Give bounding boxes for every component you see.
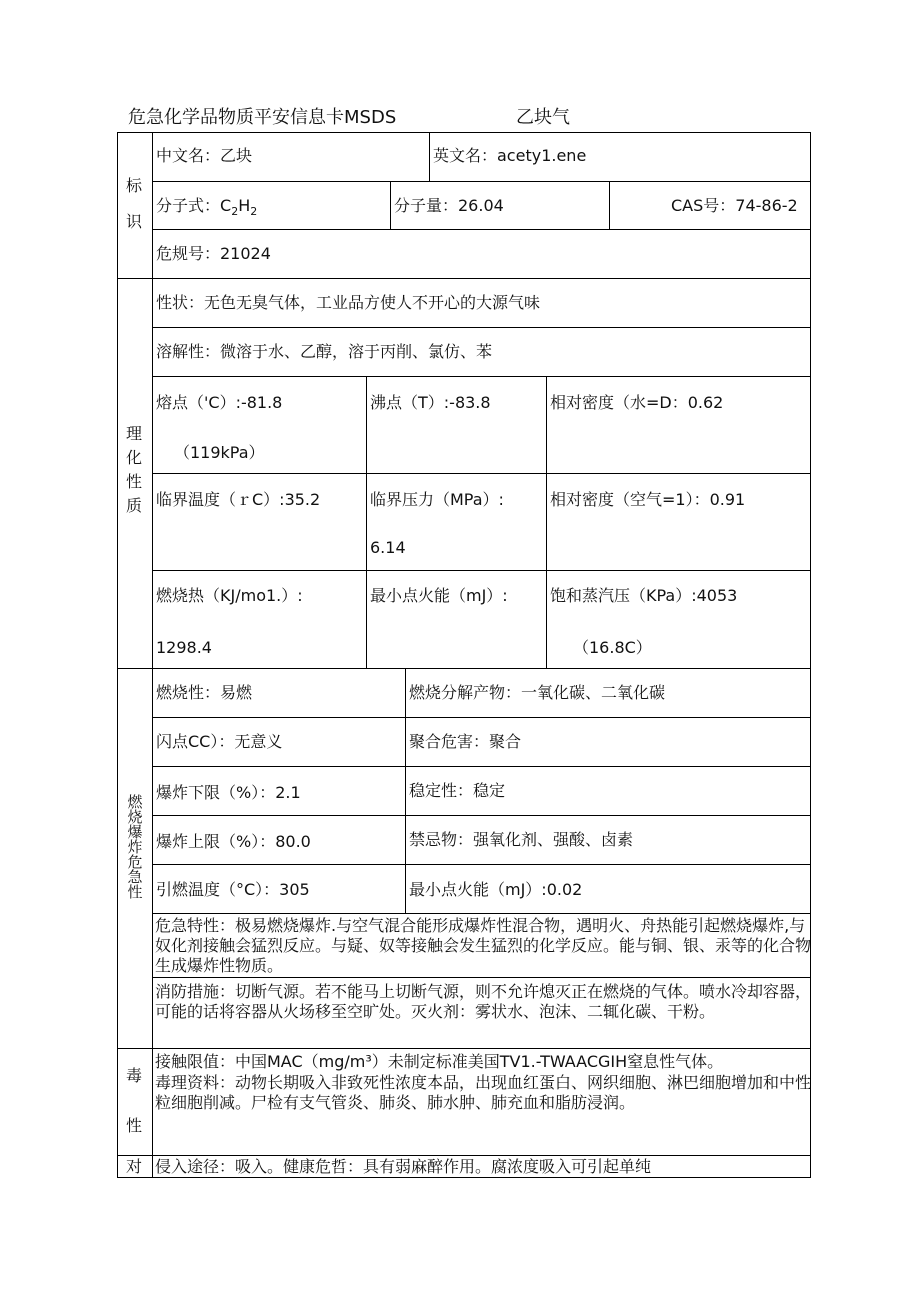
row-line — [152, 815, 811, 816]
section-char: 理 — [125, 424, 142, 443]
section-char: 毒 — [125, 1066, 142, 1085]
table-divider — [117, 278, 811, 279]
section-char: 化 — [125, 448, 142, 467]
row-line — [152, 570, 811, 571]
section-label-health: 对 — [125, 1157, 142, 1176]
exposure-limits: 接触限值：中国MAC（mg/m³）未制定标准美国TV1.-TWAACGIH窒息性气体。 — [155, 1052, 724, 1071]
critical-pressure-value: 6.14 — [370, 538, 406, 557]
document-title — [128, 103, 570, 129]
section-char: 性 — [125, 472, 142, 491]
molecular-weight: 分子量：26.04 — [394, 196, 504, 215]
table-border-left — [117, 132, 118, 1177]
row-line — [152, 977, 811, 978]
vapor-pressure: 饱和蒸汽压（KPa）:4053 — [550, 586, 738, 605]
formula-c-subscript: 2 — [231, 205, 239, 219]
section-label-identity — [124, 176, 144, 232]
formula-h-subscript: 2 — [250, 205, 258, 219]
cas-number: CAS号：74-86-2 — [671, 196, 798, 215]
row-line — [152, 376, 811, 377]
cell-line — [546, 376, 547, 668]
melting-point-note: （119kPa） — [174, 443, 265, 462]
flash-point: 闪点CC）：无意义 — [156, 732, 283, 751]
section-label-physchem — [124, 424, 144, 520]
row-line — [152, 717, 811, 718]
vapor-pressure-note: （16.8C） — [573, 638, 652, 657]
section-label-toxicity — [124, 1066, 144, 1136]
section-char: 识 — [125, 212, 142, 231]
table-border-top — [117, 132, 811, 133]
table-border-bottom — [117, 1177, 811, 1178]
title-text: 危急化学品物质平安信息卡MSDS — [128, 107, 397, 128]
table-divider — [117, 1048, 811, 1049]
section-char: 标 — [125, 176, 142, 195]
minimum-ignition-energy-fire: 最小点火能（mJ）:0.02 — [409, 880, 583, 899]
relative-density-water: 相对密度（水=D：0.62 — [550, 393, 724, 412]
formula-h: H — [238, 196, 251, 215]
substance-name: 乙块气 — [516, 107, 570, 128]
upper-explosive-limit: 爆炸上限（%）：80.0 — [156, 832, 311, 851]
cell-line — [366, 376, 367, 668]
row-line — [152, 913, 811, 914]
row-line — [152, 766, 811, 767]
critical-temperature: 临界温度（ｒC）:35.2 — [156, 490, 321, 509]
row-line — [152, 327, 811, 328]
relative-density-air: 相对密度（空气=1）：0.91 — [550, 490, 746, 509]
section-char: 性 — [125, 1116, 142, 1135]
minimum-ignition-energy: 最小点火能（mJ）: — [370, 586, 508, 605]
autoignition-temperature: 引燃温度（°C）：305 — [156, 880, 310, 899]
heat-of-combustion: 燃烧热（KJ/mo1.）: — [156, 586, 303, 605]
flammability: 燃烧性：易燃 — [156, 683, 253, 702]
heat-of-combustion-value: 1298.4 — [156, 638, 212, 657]
cell-line — [390, 181, 391, 229]
lower-explosive-limit: 爆炸下限（%）：2.1 — [156, 783, 301, 802]
polymerization-hazard: 聚合危害：聚合 — [409, 732, 522, 751]
boiling-point: 沸点（T）:-83.8 — [370, 393, 491, 412]
stability: 稳定性：稳定 — [409, 781, 506, 800]
toxicology-data: 毒理资料：动物长期吸入非致死性浓度本品，出现血红蛋白、网织细胞、淋巴细胞增加和中性粒细胞削减。尸检有支气管炎、肺炎、肺水肿、肺充血和脂肪浸润。 — [155, 1073, 812, 1112]
table-divider — [117, 1155, 811, 1156]
row-line — [152, 181, 811, 182]
cell-line — [405, 668, 406, 913]
hazard-characteristics: 危急特性：极易燃烧爆炸.与空气混合能形成爆炸性混合物，遇明火、舟热能引起燃烧爆炸,与奴化剂接触会猛烈反应。与疑、奴等接触会发生猛烈的化学反应。能与铜、银、汞等的化合物生成爆炸性物质。 — [155, 916, 812, 975]
hazard-regulation-number: 危规号：21024 — [156, 244, 271, 263]
section-char: 质 — [125, 496, 142, 515]
section-column-line — [152, 132, 153, 1177]
melting-point: 熔点（'C）:-81.8 — [156, 393, 283, 412]
exposure-route: 侵入途径：吸入。健康危哲：具有弱麻醉作用。腐浓度吸入可引起单纯 — [155, 1157, 652, 1176]
formula-label: 分子式： — [156, 196, 221, 215]
appearance: 性状：无色无臭气体，工业品方使人不开心的大源气味 — [156, 293, 541, 312]
formula-c: C — [220, 196, 232, 215]
molecular-formula — [156, 196, 257, 222]
chinese-name: 中文名：乙块 — [156, 146, 253, 165]
cell-line — [429, 132, 430, 181]
section-label-fire: 燃烧爆炸危急性 — [127, 793, 143, 901]
incompatible-materials: 禁忌物：强氧化剂、强酸、卤素 — [409, 830, 634, 849]
row-line — [152, 229, 811, 230]
combustion-products: 燃烧分解产物：一氧化碳、二氧化碳 — [409, 683, 666, 702]
critical-pressure: 临界压力（MPa）: — [370, 490, 504, 509]
english-name: 英文名：acety1.ene — [433, 146, 587, 165]
row-line — [152, 473, 811, 474]
firefighting-measures: 消防措施：切断气源。若不能马上切断气源，则不允许熄灭正在燃烧的气体。喷水冷却容器，可能的话将容器从火场移至空旷处。灭火剂：雾状水、泡沫、二辄化碳、干粉。 — [155, 982, 812, 1021]
row-line — [152, 864, 811, 865]
cell-line — [609, 181, 610, 229]
table-divider — [117, 668, 811, 669]
solubility: 溶解性：微溶于水、乙醇，溶于丙削、氯仿、苯 — [156, 342, 493, 361]
